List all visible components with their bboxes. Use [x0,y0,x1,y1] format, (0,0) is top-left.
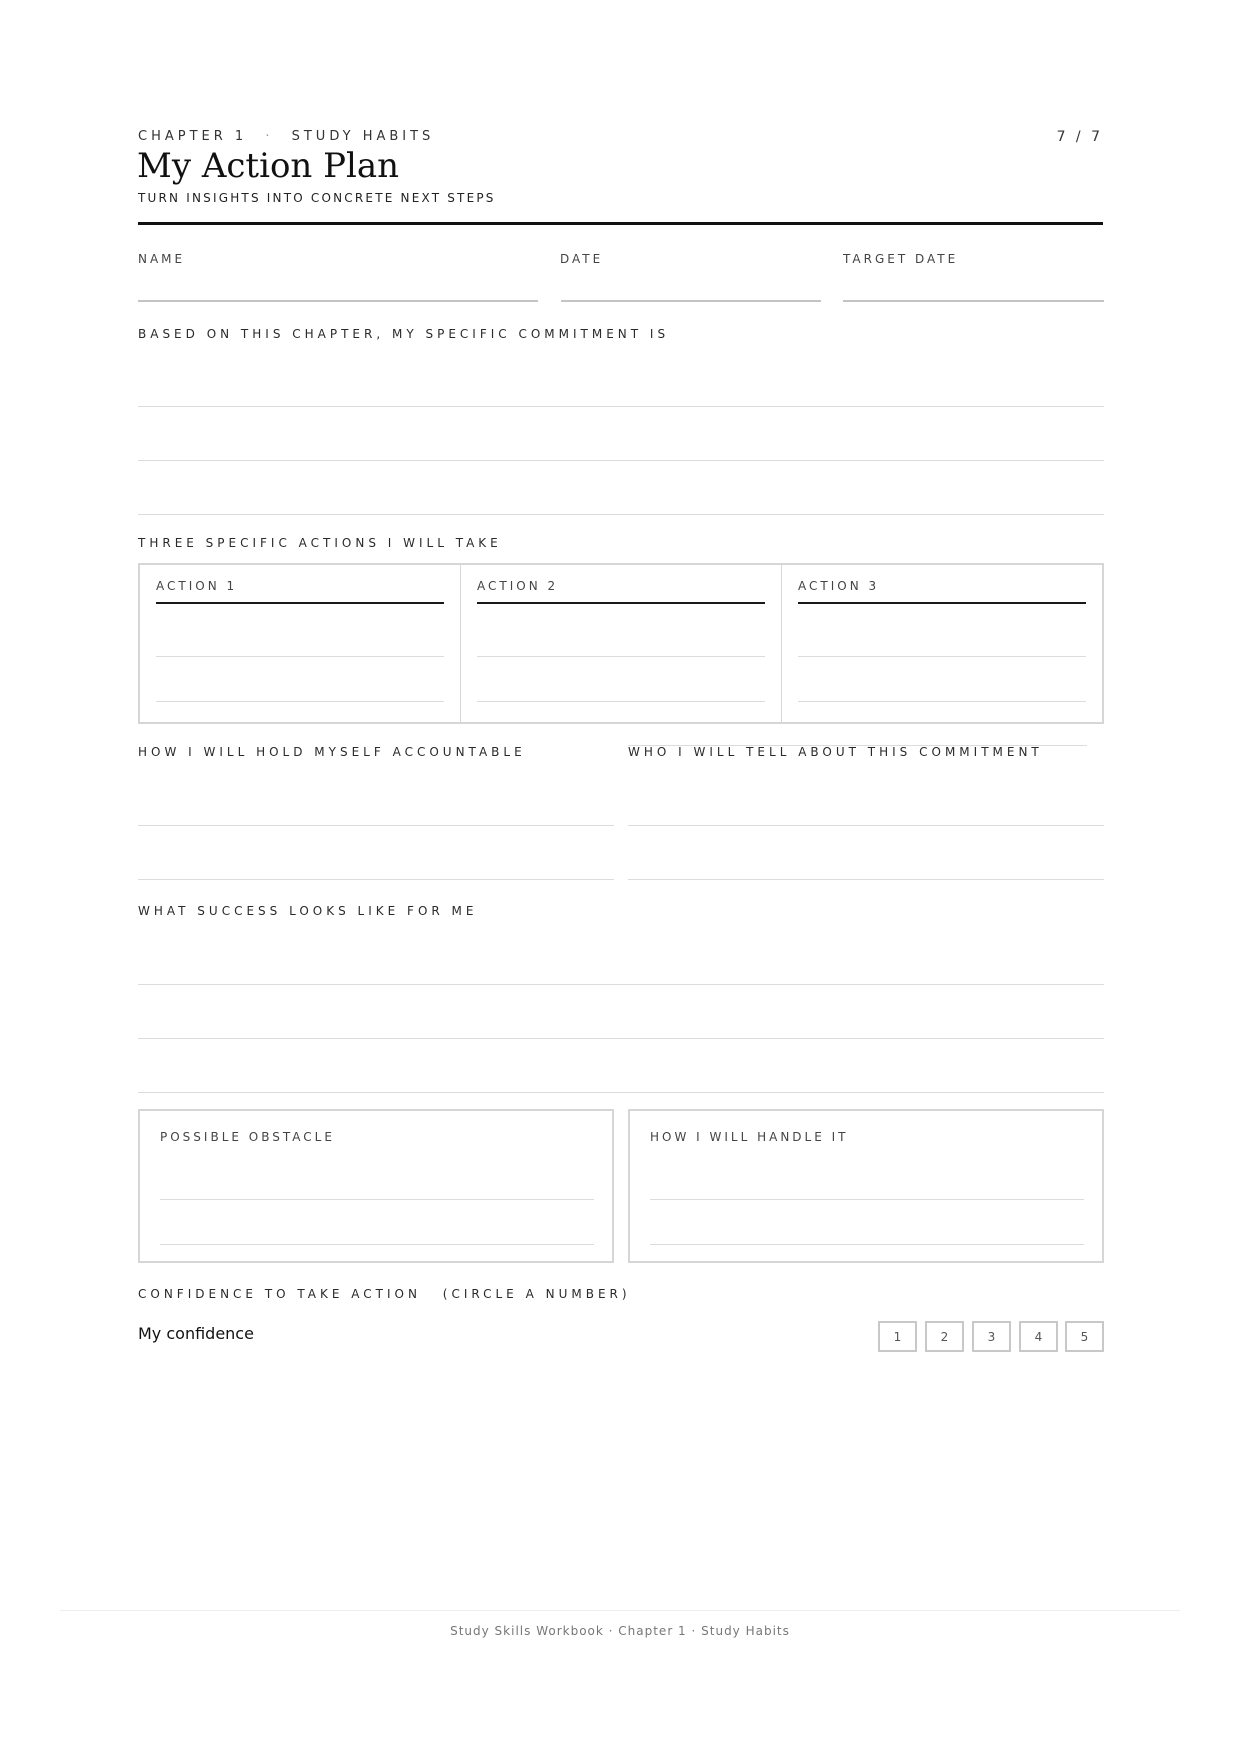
action-1-title-line[interactable] [156,602,444,604]
topic-label: STUDY HABITS [291,129,435,144]
accountable-label: HOW I WILL HOLD MYSELF ACCOUNTABLE [138,745,526,759]
page-title: My Action Plan [137,146,400,186]
handle-line-2[interactable] [650,1244,1084,1245]
footer-text: Study Skills Workbook · Chapter 1 · Study Habits [450,1624,790,1638]
name-field[interactable] [138,300,538,302]
obstacle-label: POSSIBLE OBSTACLE [160,1130,335,1144]
handle-box [628,1109,1104,1263]
commitment-line-1[interactable] [138,406,1104,407]
obstacle-line-2[interactable] [160,1244,594,1245]
action-3-title-line[interactable] [798,602,1086,604]
actions-label: THREE SPECIFIC ACTIONS I WILL TAKE [138,536,502,550]
confidence-option-2[interactable]: 2 [925,1321,964,1352]
accountable-line-1[interactable] [138,825,614,826]
confidence-option-4[interactable]: 4 [1019,1321,1058,1352]
tell-line-2[interactable] [628,879,1104,880]
tell-line-1[interactable] [628,825,1104,826]
confidence-heading [138,1287,631,1301]
confidence-option-5[interactable]: 5 [1065,1321,1104,1352]
action-1-label: ACTION 1 [156,579,238,593]
confidence-row-label: My confidence [138,1324,254,1343]
action-2-line-2[interactable] [477,701,765,702]
action-3-line-1[interactable] [798,656,1086,657]
header-rule [138,222,1103,225]
action-2-line-1[interactable] [477,656,765,657]
actions-grid [138,563,1104,724]
date-field[interactable] [561,300,821,302]
page-subtitle: TURN INSIGHTS INTO CONCRETE NEXT STEPS [138,191,496,205]
footer-rule [60,1610,1180,1611]
target-date-field[interactable] [843,300,1104,302]
page-number: 7 / 7 [1056,129,1103,145]
separator: · [265,129,274,144]
action-1-line-1[interactable] [156,656,444,657]
success-label: WHAT SUCCESS LOOKS LIKE FOR ME [138,904,478,918]
action-2-title-line[interactable] [477,602,765,604]
success-line-2[interactable] [138,1038,1104,1039]
action-3-line-2[interactable] [798,701,1086,702]
action-3-label: ACTION 3 [798,579,880,593]
obstacle-line-1[interactable] [160,1199,594,1200]
target-date-label: TARGET DATE [843,252,959,266]
success-line-3[interactable] [138,1092,1104,1093]
chapter-label: CHAPTER 1 [138,129,248,144]
name-label: NAME [138,252,186,266]
success-line-1[interactable] [138,984,1104,985]
action-1-line-2[interactable] [156,701,444,702]
confidence-hint: (CIRCLE A NUMBER) [442,1287,631,1301]
header-eyebrow [138,129,434,144]
accountable-line-2[interactable] [138,879,614,880]
actions-divider-2 [781,565,782,722]
confidence-option-1[interactable]: 1 [878,1321,917,1352]
obstacle-box [138,1109,614,1263]
date-label: DATE [560,252,604,266]
actions-divider-1 [460,565,461,722]
commitment-label: BASED ON THIS CHAPTER, MY SPECIFIC COMMITMENT IS [138,327,670,341]
commitment-line-3[interactable] [138,514,1104,515]
confidence-option-3[interactable]: 3 [972,1321,1011,1352]
commitment-line-2[interactable] [138,460,1104,461]
tell-label: WHO I WILL TELL ABOUT THIS COMMITMENT [628,745,1043,759]
handle-line-1[interactable] [650,1199,1084,1200]
handle-label: HOW I WILL HANDLE IT [650,1130,849,1144]
confidence-label: CONFIDENCE TO TAKE ACTION [138,1287,421,1301]
action-2-label: ACTION 2 [477,579,559,593]
